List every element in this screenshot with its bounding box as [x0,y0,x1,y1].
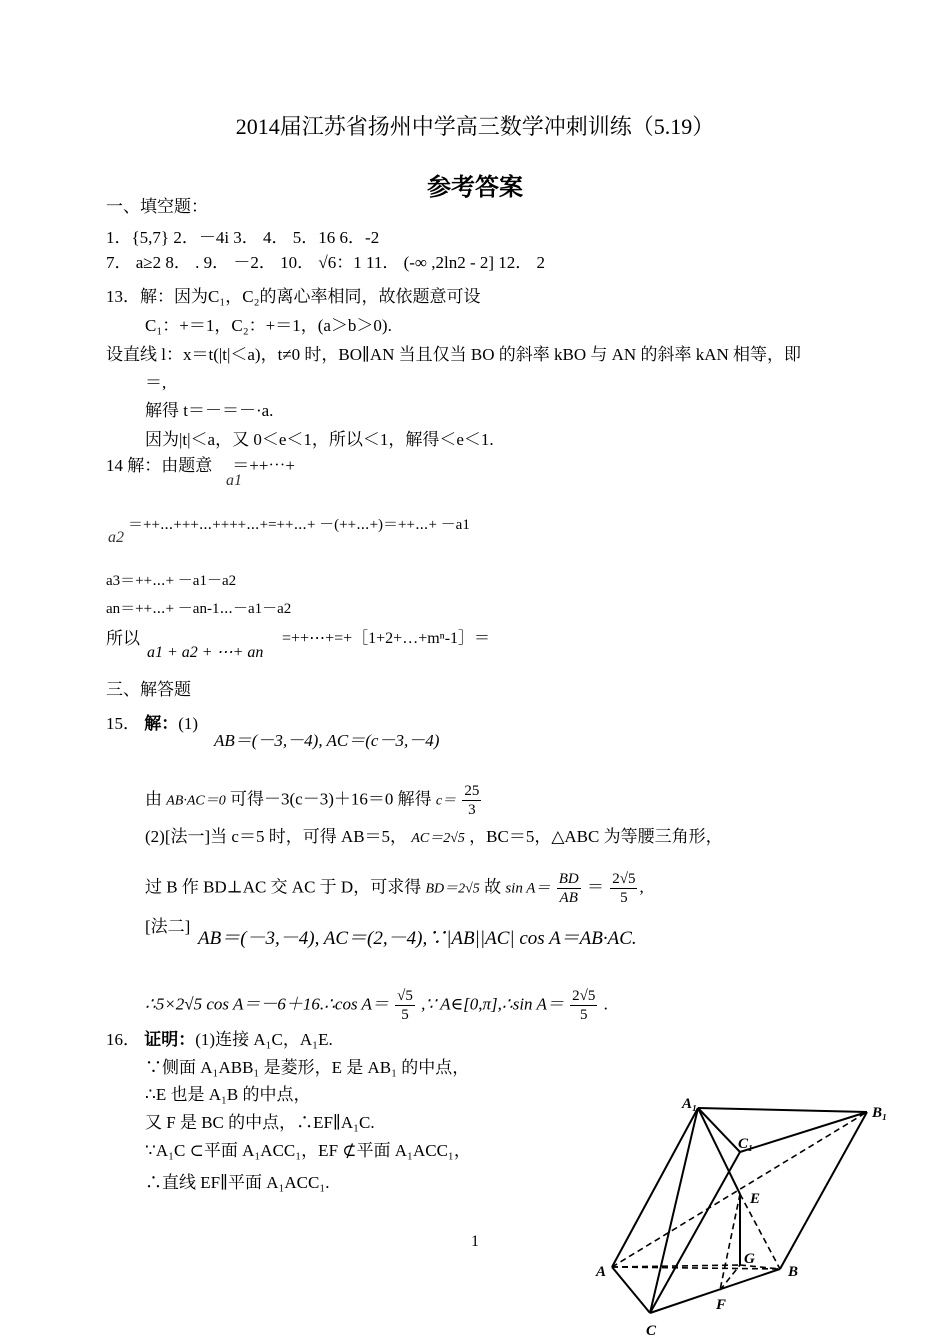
q15-method-2-label: [法二] [145,917,191,936]
q16-line-6: ∴直线 EF∥平面 A₁ACC₁. [145,1173,330,1192]
q15-line-4-intro: 过 B 作 BD⊥AC 交 AC 于 D，可求得 [145,877,422,897]
q15-method-1-intro: (2)[法一]当 c＝5 时，可得 AB＝5， [145,827,408,846]
label-g: G [744,1251,755,1267]
q15-c-denominator: 3 [468,802,476,818]
q14-line-5-intro: 所以 [106,629,140,648]
document-title: 2014届江苏省扬州中学高三数学冲刺训练（5.19） [235,114,715,139]
q15-final-sin-fraction [570,987,597,1024]
page-number: 1 [471,1233,479,1250]
q15-ac-length: AC＝2√5 [411,831,465,846]
q16-line-1 [106,1029,333,1051]
q15-final-period: . [603,994,608,1014]
q15-bd-ab-fraction [557,870,581,907]
q15-final-numerator: 2√5 [572,988,596,1004]
label-b1: B₁ [872,1105,888,1121]
q15-line-3 [145,826,723,850]
label-f: F [716,1297,727,1313]
label-e: E [750,1191,761,1207]
q15-line-2 [145,782,483,819]
q15-c-fraction [462,782,481,819]
q16-line-5: ∵A₁C ⊂平面 A₁ACC₁，EF ⊄平面 A₁ACC₁， [145,1141,471,1160]
prism-figure [590,1095,910,1340]
q15-number: 15． [106,714,140,733]
label-a: A [596,1264,607,1280]
q13-line-5: 解得 t＝－＝－·a. [145,401,274,420]
q15-ab-denominator: AB [559,890,578,906]
q13-line-1: 13．解：因为C₁，C₂的离心率相同，故依题意可设 [106,287,481,306]
q15-c-equals: c＝ [435,793,457,809]
q15-bd-length: BD＝2√5 [425,881,480,897]
q14-line-2: ＝++⋯+++⋯++++⋯+=++⋯+ －(++⋯+)＝++⋯+ －a1 [128,517,470,533]
label-b: B [788,1264,799,1280]
q14-line-4: an＝++⋯+ －an-1⋯－a1－a2 [106,601,292,617]
q13-line-3: 设直线 l：x＝t(|t|＜a)，t≠0 时，BO∥AN 当且仅当 BO 的斜率 kBO 与 AN 的斜率 kAN 相等，即 [106,345,802,364]
q15-cos-denominator: 5 [401,1007,409,1023]
label-c: C [646,1323,657,1339]
q16-number: 16． [106,1030,140,1049]
q14-line-1 [106,455,295,477]
fill-answers-line-2: 7． a≥2 8． . 9． －2． 10． √6：1 11． (-∞ ,2ln2 - 2] 12． 2 [106,253,546,272]
q15-cos-fraction [395,987,415,1024]
q15-line-2-body: 可得－3(c－3)＋16＝0 解得 [230,789,432,809]
q15-sin-value-fraction [610,870,637,907]
q14-line-5-result: =++⋯+=+［1+2+…+mⁿ-1］＝ [282,630,491,647]
q15-line-1 [106,713,198,735]
q14-intro: 14 解：由题意 [106,456,213,475]
label-c1: C₁ [738,1136,754,1152]
q15-cos-numerator: √5 [397,988,413,1004]
section-fill-in-heading: 一、填空题： [106,197,208,216]
q15-line-6 [145,987,608,1024]
q16-line-2: ∵侧面 A₁ABB₁ 是菱形，E 是 AB₁ 的中点， [145,1058,470,1077]
q16-line-4: 又 F 是 BC 的中点，∴EF∥A₁C. [145,1113,375,1132]
q15-sin-numerator: 2√5 [612,871,636,887]
q15-method-2-expression: AB＝(－3,－4), AC＝(2,－4),∵|AB||AC| cos A＝AB·AC. [198,928,637,949]
q16-line-3: ∴E 也是 A₁B 的中点， [145,1085,311,1104]
q15-c-numerator: 25 [464,783,480,799]
q14-line-3: a3＝++⋯+ －a1－a2 [106,573,237,589]
q15-line-4-therefore: 故 [484,877,502,897]
q14-a1-label: a1 [226,472,242,489]
q13-line-2: C₁：+＝1，C₂：+＝1，(a＞b＞0). [145,316,392,335]
q16-step-1: (1)连接 A₁C，A₁E. [195,1030,333,1049]
q15-cos-equation: ∴5×2√5 cos A＝－6＋16.∴cos A＝ [145,994,389,1014]
q13-line-4: ＝, [145,373,167,392]
q15-line-3-body: ，BC＝5，△ABC 为等腰三角形， [469,827,723,846]
q14-expression-1: ＝++⋯+ [232,456,296,475]
q13-line-6: 因为|t|＜a，又 0＜e＜1，所以＜1，解得＜e＜1. [145,430,494,449]
q14-sum-expression: a1 + a2 + ⋯+ an [147,644,264,661]
q15-bd-numerator: BD [558,871,579,887]
q16-proof-label: 证明： [144,1030,196,1049]
q15-sin-denominator: 5 [620,890,628,906]
q15-line-2-intro: 由 [145,789,162,809]
q15-solution-label: 解： [144,714,179,733]
q15-line-4: 过 B 作 BD⊥AC 交 AC 于 D，可求得 BD＝2√5 故 sin A＝ $\frac{BD}{AB}$ ＝ $\frac{2√5}{5}$ , [145,871,644,906]
q15-sin-a: sin A＝ [505,880,551,897]
answer-heading: 参考答案 [427,175,523,201]
q15-final-denominator: 5 [579,1007,588,1023]
q15-sin-conclusion: ,∵ A∈[0,π],∴sin A＝ [421,994,564,1014]
section-solutions-heading: 三、解答题 [106,680,191,699]
fill-answers-line-1: 1．{5,7} 2．－4i 3． 4． 5．16 6．-2 [106,228,380,247]
q15-vector-expression-1: AB＝(－3,－4), AC＝(c－3,－4) [214,731,440,750]
q15-dot-product: AB·AC＝0 [166,793,226,809]
q14-a2-label: a2 [108,529,124,546]
q15-part-1: (1) [178,714,199,733]
label-a1: A₁ [682,1096,698,1112]
